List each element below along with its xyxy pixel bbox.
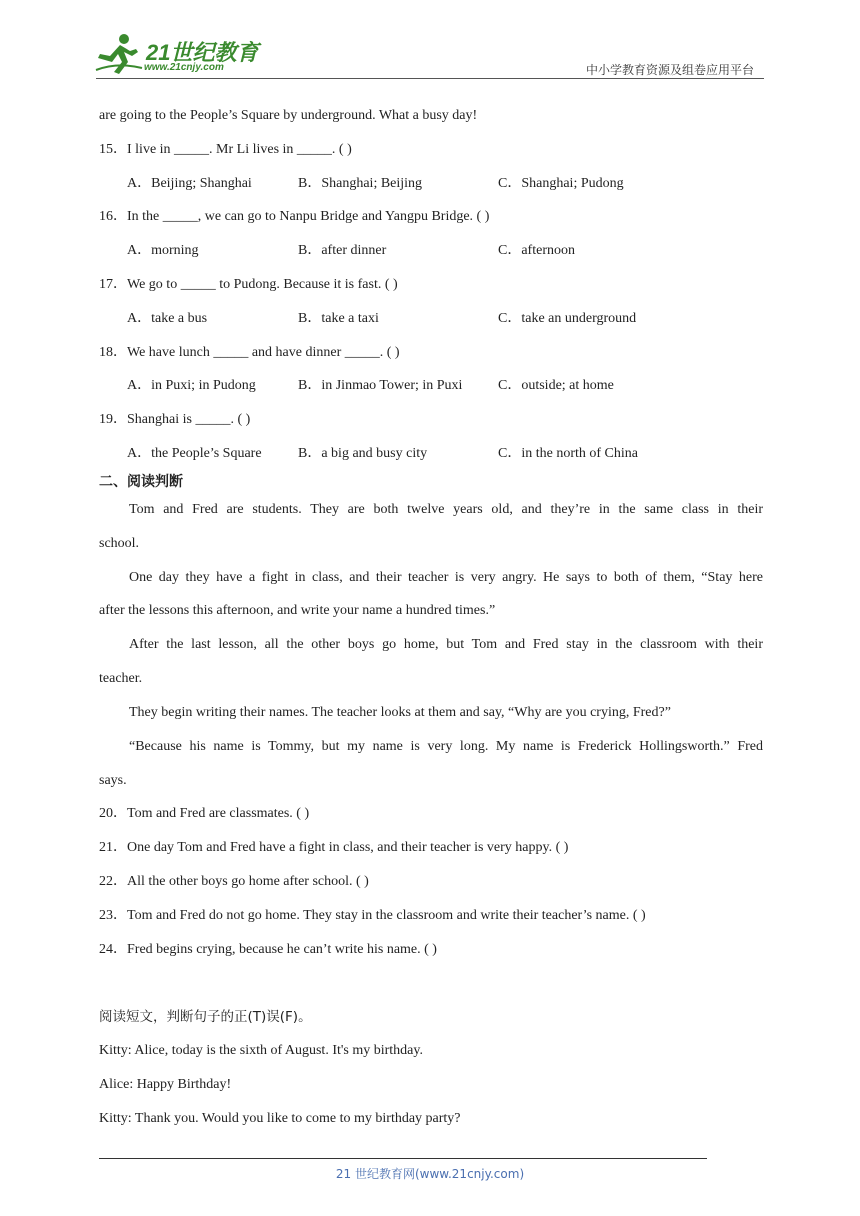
footer-divider xyxy=(99,1158,707,1159)
option-16-c: C．afternoon xyxy=(498,243,575,258)
option-17-b: B．take a taxi xyxy=(298,311,379,326)
dialog-line-3: Kitty: Thank you. Would you like to come to my birthday party? xyxy=(99,1111,461,1126)
dialog-line-1: Kitty: Alice, today is the sixth of August. It's my birthday. xyxy=(99,1043,423,1058)
option-19-a: A．the People’s Square xyxy=(127,446,262,461)
dialog-line-2: Alice: Happy Birthday! xyxy=(99,1077,232,1092)
option-15-b: B．Shanghai; Beijing xyxy=(298,176,423,191)
brand-url: www.21cnjy.com xyxy=(144,62,224,73)
question-17: 17．We go to _____ to Pudong. Because it is fast. ( ) xyxy=(99,277,398,292)
passage-tail: are going to the People’s Square by underground. What a busy day! xyxy=(99,108,478,123)
option-19-c: C．in the north of China xyxy=(498,446,638,461)
paragraph-4: They begin writing their names. The teacher looks at them and say, “Why are you crying, Fred?” xyxy=(129,705,671,720)
option-16-b: B．after dinner xyxy=(298,243,387,258)
question-19: 19．Shanghai is _____. ( ) xyxy=(99,412,251,427)
paragraph-2-line-1: One day they have a fight in class, and their teacher is very angry. He says to both of them, “Stay here xyxy=(129,570,763,585)
paragraph-3-line-2: teacher. xyxy=(99,671,143,686)
platform-title: 中小学教育资源及组卷应用平台 xyxy=(585,63,754,77)
question-18: 18．We have lunch _____ and have dinner _____. ( ) xyxy=(99,345,400,360)
footer-text: 21 世纪教育网(www.21cnjy.com) xyxy=(335,1167,525,1181)
question-21: 21．One day Tom and Fred have a fight in class, and their teacher is very happy. ( ) xyxy=(99,840,569,855)
header-divider xyxy=(96,78,764,79)
option-17-a: A．take a bus xyxy=(127,311,208,326)
question-15: 15．I live in _____. Mr Li lives in _____. ( ) xyxy=(99,142,352,157)
option-17-c: C．take an underground xyxy=(498,311,637,326)
option-18-c: C．outside; at home xyxy=(498,378,614,393)
option-15-c: C．Shanghai; Pudong xyxy=(498,176,624,191)
paragraph-5-line-2: says. xyxy=(99,773,127,788)
question-23: 23．Tom and Fred do not go home. They stay in the classroom and write their teacher’s name. ( ) xyxy=(99,908,646,923)
question-24: 24．Fred begins crying, because he can’t write his name. ( ) xyxy=(99,942,437,957)
paragraph-5-line-1: “Because his name is Tommy, but my name is very long. My name is Frederick Hollingsworth.” Fred xyxy=(129,739,763,754)
site-logo xyxy=(92,32,262,78)
option-16-a: A．morning xyxy=(127,243,199,258)
paragraph-3-line-1: After the last lesson, all the other boys go home, but Tom and Fred stay in the classroom with their xyxy=(129,637,763,652)
page-header xyxy=(0,0,860,90)
option-19-b: B．a big and busy city xyxy=(298,446,428,461)
question-22: 22．All the other boys go home after school. ( ) xyxy=(99,874,369,889)
section3-instruction: 阅读短文，判断句子的正(T)误(F)。 xyxy=(99,1009,312,1025)
brand-name: 21世纪教育 xyxy=(146,40,259,65)
question-20: 20．Tom and Fred are classmates. ( ) xyxy=(99,806,310,821)
paragraph-1-line-1: Tom and Fred are students. They are both twelve years old, and they’re in the same class in their xyxy=(129,502,763,517)
runner-icon xyxy=(92,32,144,76)
option-18-b: B．in Jinmao Tower; in Puxi xyxy=(298,378,463,393)
paragraph-1-line-2: school. xyxy=(99,536,140,551)
paragraph-2-line-2: after the lessons this afternoon, and write your name a hundred times.” xyxy=(99,603,496,618)
section-heading: 二、阅读判断 xyxy=(99,474,183,490)
option-15-a: A．Beijing; Shanghai xyxy=(127,176,252,191)
option-18-a: A．in Puxi; in Pudong xyxy=(127,378,256,393)
question-16: 16．In the _____, we can go to Nanpu Bridge and Yangpu Bridge. ( ) xyxy=(99,209,490,224)
